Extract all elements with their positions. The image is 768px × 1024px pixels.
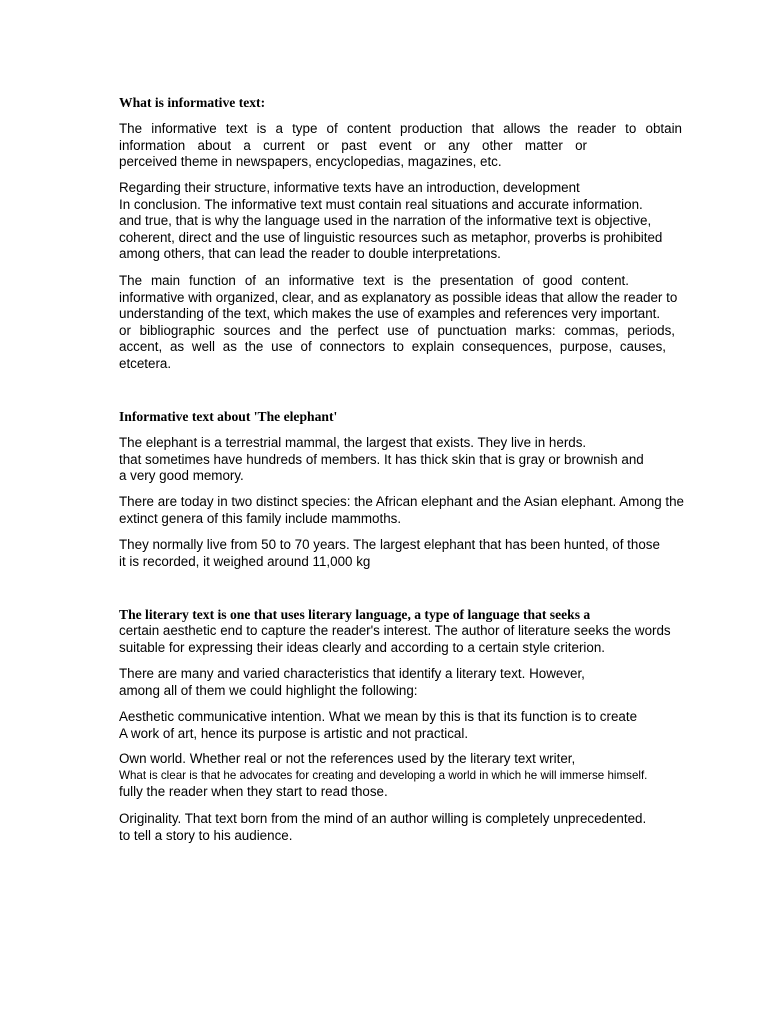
text-line: among all of them we could highlight the following: xyxy=(119,682,418,698)
text-line: that sometimes have hundreds of members. It has thick skin that is gray or brownish and xyxy=(119,451,644,467)
text-line: or bibliographic sources and the perfect use of punctuation marks: commas, periods, xyxy=(119,322,675,338)
text-line: fully the reader when they start to read those. xyxy=(119,784,388,800)
text-line: What is clear is that he advocates for creating and developing a world in which he will immerse himself. xyxy=(119,768,648,782)
text-line: There are today in two distinct species: the African elephant and the Asian elephant. Among the xyxy=(119,494,685,509)
text-line: accent, as well as the use of connectors to explain consequences, purpose, causes, xyxy=(119,339,666,355)
paragraph xyxy=(119,811,729,844)
text-line: information about a current or past event or any other matter or xyxy=(119,137,587,153)
text-line: it is recorded, it weighed around 11,000 kg xyxy=(119,553,371,569)
heading: What is informative text: xyxy=(119,95,266,110)
text-line: informative with organized, clear, and as explanatory as possible ideas that allow the reader to xyxy=(119,289,678,305)
text-line: understanding of the text, which makes the use of examples and references very important. xyxy=(119,306,661,322)
paragraph xyxy=(119,121,729,171)
paragraph-literary-intro xyxy=(119,606,729,656)
text-line: The elephant is a terrestrial mammal, the largest that exists. They live in herds. xyxy=(119,435,587,450)
text-line: They normally live from 50 to 70 years. The largest elephant that has been hunted, of those xyxy=(119,537,660,552)
paragraph xyxy=(119,494,729,527)
text-line: There are many and varied characteristics that identify a literary text. However, xyxy=(119,666,585,681)
paragraph xyxy=(119,709,729,742)
text-line: Aesthetic communicative intention. What we mean by this is that its function is to create xyxy=(119,709,638,724)
text-line: extinct genera of this family include mammoths. xyxy=(119,510,402,526)
text-line: certain aesthetic end to capture the reader's interest. The author of literature seeks the words xyxy=(119,623,671,638)
text-line: etcetera. xyxy=(119,355,172,371)
text-line: Own world. Whether real or not the references used by the literary text writer, xyxy=(119,751,576,766)
text-line: Regarding their structure, informative texts have an introduction, development xyxy=(119,180,580,195)
heading: The literary text is one that uses literary language, a type of language that seeks a xyxy=(119,607,591,622)
paragraph xyxy=(119,180,729,263)
section-informative-heading xyxy=(119,94,729,111)
paragraph xyxy=(119,435,729,485)
heading: Informative text about 'The elephant' xyxy=(119,409,338,424)
text-line: Originality. That text born from the mind of an author willing is completely unprecedented. xyxy=(119,811,647,826)
text-line: The informative text is a type of content production that allows the reader to obtain xyxy=(119,121,682,136)
text-line: coherent, direct and the use of linguistic resources such as metaphor, proverbs is prohibited xyxy=(119,229,663,245)
paragraph xyxy=(119,273,729,373)
text-line: and true, that is why the language used in the narration of the informative text is objective, xyxy=(119,213,652,229)
text-line: A work of art, hence its purpose is artistic and not practical. xyxy=(119,725,469,741)
text-line: suitable for expressing their ideas clearly and according to a certain style criterion. xyxy=(119,639,606,655)
text-line: perceived theme in newspapers, encyclopedias, magazines, etc. xyxy=(119,154,502,170)
section-elephant-heading xyxy=(119,408,729,425)
paragraph xyxy=(119,751,729,801)
paragraph xyxy=(119,537,729,570)
paragraph xyxy=(119,666,729,699)
text-line: among others, that can lead the reader to double interpretations. xyxy=(119,246,501,262)
text-line: In conclusion. The informative text must contain real situations and accurate information. xyxy=(119,196,643,212)
text-line: a very good memory. xyxy=(119,468,244,484)
text-line: to tell a story to his audience. xyxy=(119,827,293,843)
text-line: The main function of an informative text is the presentation of good content. xyxy=(119,273,629,288)
